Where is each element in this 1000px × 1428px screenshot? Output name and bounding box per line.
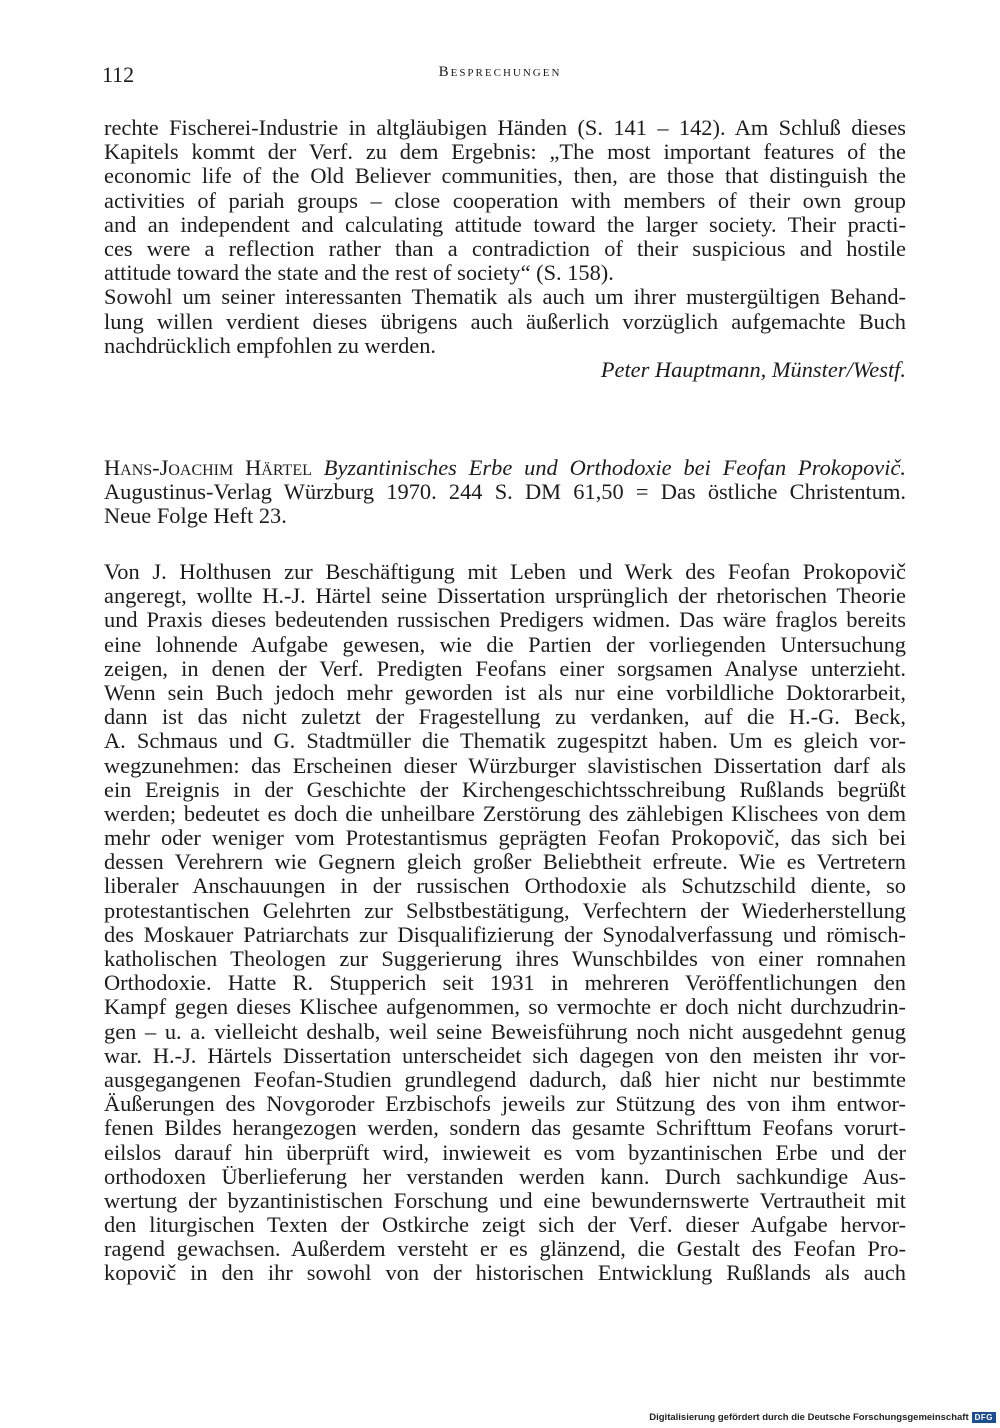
text-line: kopovič in den ihr sowohl von der historischen Entwicklung Rußlands als auch (104, 1260, 906, 1286)
text-line: eine lohnende Aufgabe gewesen, wie die Partien der vorliegenden Untersuchung (104, 631, 906, 657)
text-line: wegzunehmen: das Erscheinen dieser Würzburger slavistischen Dissertation darf als (104, 752, 906, 778)
text-line: angeregt, wollte H.-J. Härtel seine Dissertation ursprünglich der rhetorischen Theorie (104, 583, 906, 609)
text-line: protestantischen Gelehrten zur Selbstbestätigung, Verfechtern der Wiederherstellung (104, 897, 906, 923)
text-line: katholischen Theologen zur Suggerierung ihres Wunschbildes von einer romnahen (104, 946, 906, 971)
text-line: ces were a reflection rather than a contradiction of their suspicious and hostile (104, 235, 906, 261)
footer-text: Digitalisierung gefördert durch die Deutsche Forschungsgemeinschaft (649, 1412, 969, 1423)
text-line: ausgegangenen Feofan-Studien grundlegend dadurch, daß hier nicht nur bestimmte (104, 1066, 906, 1092)
text-line: zeigen, in denen der Verf. Predigten Feofans einer sorgsamen Analyse unterzieht. (104, 655, 906, 681)
text-line: werden; bedeutet es doch die unheilbare Zerstörung des zählebigen Klischees von dem (104, 800, 906, 826)
text-line: eilslos darauf hin überprüft wird, inwieweit es vom byzantinischen Erbe und der (104, 1139, 906, 1165)
bibliographic-heading (104, 456, 906, 480)
review1-body (104, 116, 906, 382)
text-line: gen – u. a. vielleicht deshalb, weil seine Beweisführung noch nicht ausgedehnt genug (104, 1018, 906, 1044)
footer-credit (649, 1412, 996, 1423)
text-line: rechte Fischerei-Industrie in altgläubigen Händen (S. 141 – 142). Am Schluß dieses (104, 115, 906, 140)
text-line: attitude toward the state and the rest of society“ (S. 158). (104, 260, 614, 286)
text-line: nachdrücklich empfohlen zu werden. (104, 332, 436, 358)
text-line: Kapitels kommt der Verf. zu dem Ergebnis: „The most important features of the (104, 139, 906, 165)
text-line: A. Schmaus und G. Stadtmüller die Thematik zugespitzt haben. Um es gleich vor- (104, 728, 906, 754)
text-line: Kampf gegen dieses Klischee aufgenommen, so vermochte er doch nicht durchzudrin- (104, 994, 906, 1020)
book-title: Byzantinisches Erbe und Orthodoxie bei Feofan Prokopovič. (323, 455, 906, 480)
text-line: lung willen verdient dieses übrigens auch äußerlich vorzüglich aufgemachte Buch (104, 308, 906, 334)
review2-body (104, 560, 906, 1286)
page-number: 112 (102, 62, 135, 87)
text-line: fenen Bildes herangezogen werden, sondern das gesamte Schrifttum Feofans vorurt- (104, 1115, 906, 1141)
publication-info: Neue Folge Heft 23. (104, 503, 287, 529)
text-line: des Moskauer Patriarchats zur Disqualifizierung der Synodalverfassung und römisch- (104, 921, 906, 947)
text-line: Sowohl um seiner interessanten Thematik als auch um ihrer mustergültigen Behand- (104, 284, 906, 310)
text-line: and an independent and calculating attitude toward the larger society. Their practi- (104, 211, 906, 237)
review2-heading (104, 456, 906, 529)
text-line: ragend gewachsen. Außerdem versteht er es glänzend, die Gestalt des Feofan Pro- (104, 1236, 906, 1262)
publication-info: Augustinus-Verlag Würzburg 1970. 244 S. DM 61,50 = Das östliche Christentum. (104, 479, 906, 505)
reviewer-signature: Peter Hauptmann, Münster/Westf. (600, 356, 906, 382)
text-line: Orthodoxie. Hatte R. Stupperich seit 1931 in mehreren Veröffentlichungen den (104, 970, 906, 996)
dfg-logo: DFG (972, 1412, 996, 1423)
text-line: war. H.-J. Härtels Dissertation unterscheidet sich dagegen von den meisten ihr vor- (104, 1042, 906, 1068)
text-line: und Praxis dieses bedeutenden russischen Predigers widmen. Das wäre fraglos bereits (104, 607, 906, 633)
text-line: economic life of the Old Believer communities, then, are those that distinguish the (104, 163, 906, 189)
text-line: orthodoxen Überlieferung her verstanden werden kann. Durch sachkundige Aus- (104, 1163, 906, 1189)
review-author: Hans-Joachim Härtel (104, 455, 312, 480)
text-line: liberaler Anschauungen in der russischen Orthodoxie als Schutzschild diente, so (104, 873, 906, 899)
text-line: dann ist das nicht zuletzt der Fragestellung zu verdanken, auf die H.-G. Beck, (104, 704, 906, 730)
text-line: dessen Verehrern wie Gegnern gleich großer Beliebtheit erfreute. Wie es Vertretern (104, 849, 906, 875)
text-line: ein Ereignis in der Geschichte der Kirchengeschichtsschreibung Rußlands begrüßt (104, 776, 906, 802)
text-line: wertung der byzantinistischen Forschung und eine bewundernswerte Vertrautheit mit (104, 1187, 906, 1213)
text-line: Von J. Holthusen zur Beschäftigung mit Leben und Werk des Feofan Prokopovič (104, 559, 906, 584)
running-head: Besprechungen (438, 64, 562, 80)
text-line: mehr oder weniger vom Protestantismus geprägten Feofan Prokopovič, das sich bei (104, 825, 906, 851)
text-line: Äußerungen des Novgoroder Erzbischofs jeweils zur Stützung des von ihm entwor- (104, 1091, 906, 1117)
text-line: activities of pariah groups – close cooperation with members of their own group (104, 187, 906, 213)
text-line: den liturgischen Texten der Ostkirche zeigt sich der Verf. dieser Aufgabe hervor- (104, 1212, 906, 1238)
text-line: Wenn sein Buch jedoch mehr geworden ist als nur eine vorbildliche Doktorarbeit, (104, 679, 906, 705)
